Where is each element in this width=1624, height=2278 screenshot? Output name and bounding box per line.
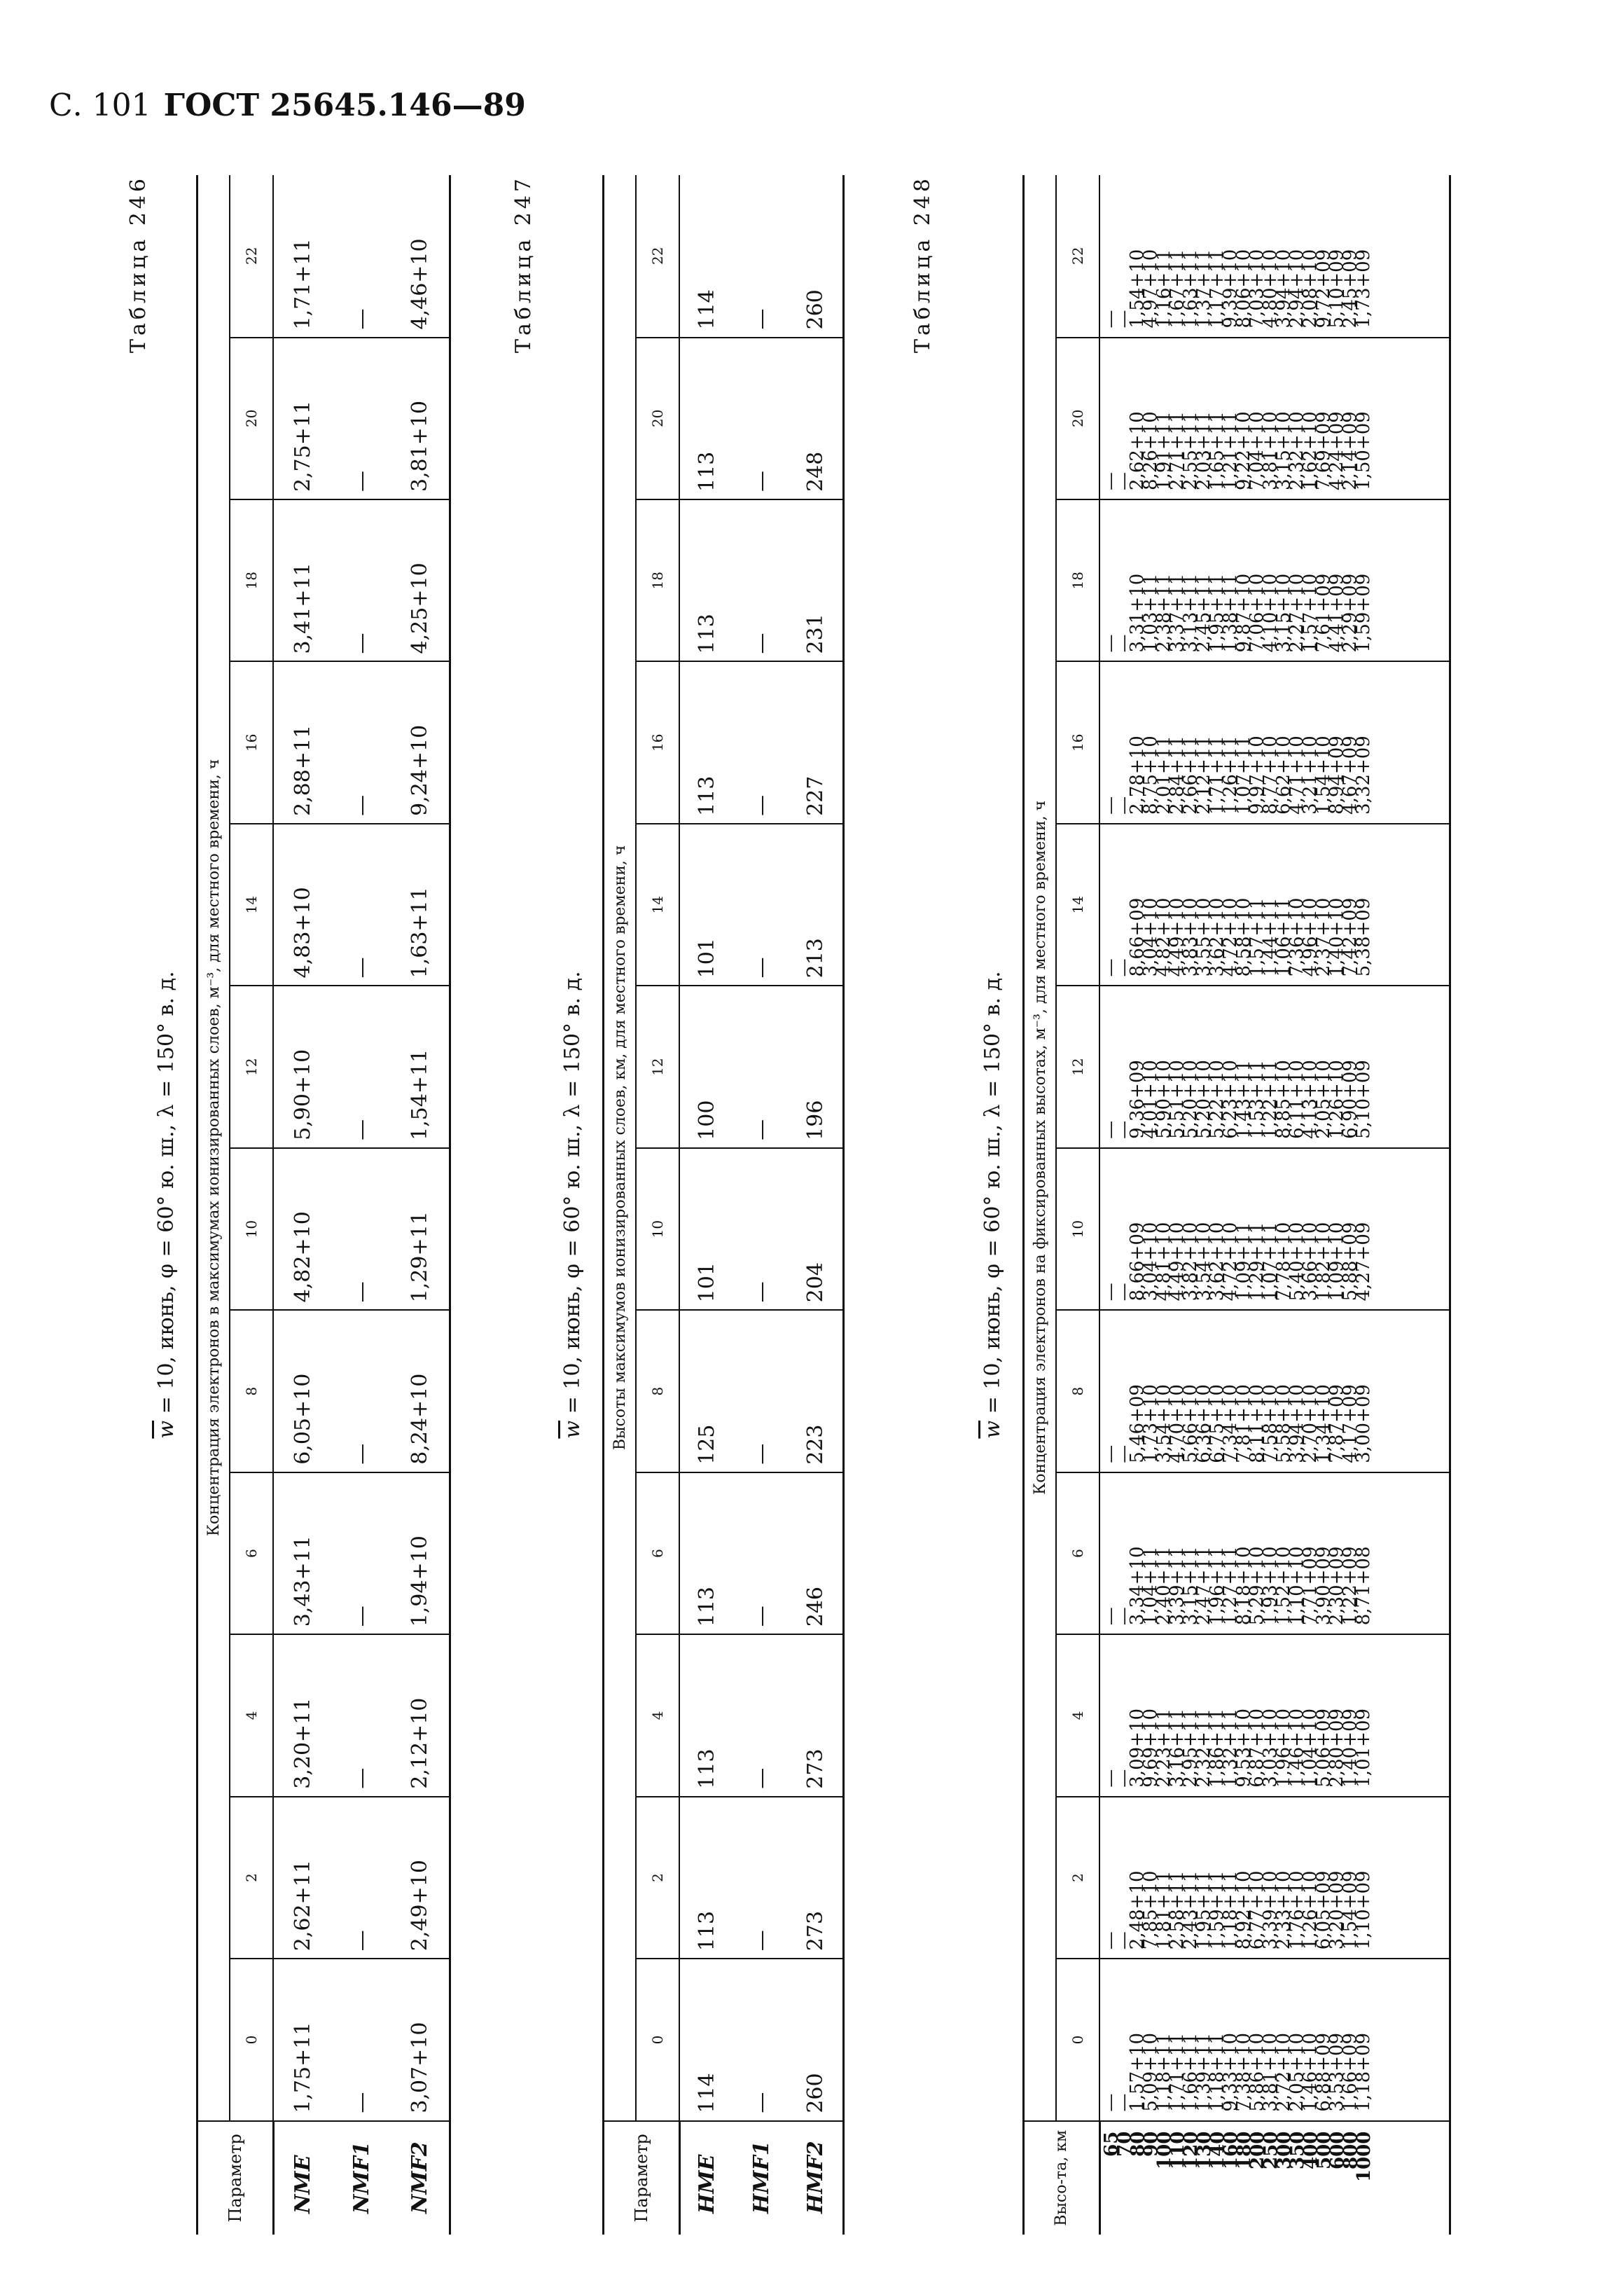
value-cell: 223 <box>789 1310 843 1472</box>
value-cell: 231 <box>789 499 843 661</box>
value-column: — — 3,31+10 1,03+11 2,38+11 3,37+11 3,13+11 2,45+11 1,95+11 1,38+11 9,87+10 7,06+10 4,10+10 3,15+10 2,27+10 1,57+10 7,61+09 4,41+09 2,29+09 1,59+09 <box>1099 499 1450 661</box>
value-cell: 101 <box>679 824 734 986</box>
value-cell: — <box>332 824 391 986</box>
table-246-caption: Таблица 246 <box>126 175 151 353</box>
hour-header: 10 <box>230 1148 273 1310</box>
table-247-caption: Таблица 247 <box>511 175 536 353</box>
value-cell: — <box>332 499 391 661</box>
table-subheader: Высоты максимумов ионизированных слоев, км, для местного времени, ч <box>604 175 637 2121</box>
value-column: — — 2,48+10 7,85+10 1,81+11 2,58+11 2,43+11 1,95+11 1,59+11 1,18+11 8,92+10 6,77+10 3,39+10 2,33+10 1,76+10 1,26+10 6,05+09 3,20+09 1,54+09 1,10+09 <box>1099 1797 1450 1959</box>
value-cell: — <box>749 2092 774 2113</box>
value-column: — — 8,66+09 3,04+10 4,82+10 4,49+10 3,83+10 3,55+10 3,62+10 4,72+10 8,58+10 1,57+11 1,44+11 1,06+11 7,36+10 4,96+10 2,37+10 1,40+10 7,42+09 5,38+09 <box>1099 824 1450 986</box>
height-header: Высо-та, км <box>1024 2121 1100 2235</box>
value-column: — — 9,36+09 4,01+10 5,90+10 5,51+10 5,20+10 5,20+10 5,22+10 6,23+10 1,43+11 1,53+11 1,22+11 8,85+10 6,11+10 4,13+10 2,05+10 1,26+10 6,90+09 5,10+09 <box>1099 986 1450 1147</box>
hour-header: 22 <box>636 175 679 338</box>
hour-header: 14 <box>636 824 679 986</box>
table-row <box>734 175 789 2235</box>
row-label: NME <box>273 2121 332 2235</box>
param-header: Параметр <box>604 2121 680 2235</box>
row-label: NMF1 <box>332 2121 391 2235</box>
hour-header: 6 <box>230 1472 273 1634</box>
value-cell: — <box>734 1797 789 1959</box>
value-column: — — 2,78+10 8,75+10 2,01+11 2,84+11 2,66+11 2,12+11 1,71+11 1,26+11 1,07+11 9,97+10 8,77+10 6,62+10 4,71+10 3,21+10 1,54+10 8,94+09 4,67+09 3,32+09 <box>1099 661 1450 823</box>
value-cell: 6,05+10 <box>273 1310 332 1472</box>
hour-header: 20 <box>636 338 679 499</box>
row-label: HMF2 <box>789 2121 843 2235</box>
value-cell: — <box>332 661 391 823</box>
row-label: HME <box>679 2121 734 2235</box>
value-cell: — <box>332 1797 391 1959</box>
value-cell: — <box>349 2092 374 2113</box>
value-cell: 5,90+10 <box>273 986 332 1147</box>
value-cell: 100 <box>679 986 734 1147</box>
hour-header: 12 <box>1056 986 1099 1147</box>
hour-header: 10 <box>636 1148 679 1310</box>
value-column: — — 5,46+09 1,73+10 3,54+10 4,70+10 5,66+10 6,36+10 6,75+10 7,34+10 7,81+10 8,11+10 7,58+10 5,58+10 3,94+10 2,70+10 1,34+10 7,87+09 4,17+09 3,00+09 <box>1099 1310 1450 1472</box>
param-header: Параметр <box>197 2121 274 2235</box>
value-cell: — <box>734 1310 789 1472</box>
table-row <box>391 175 450 2235</box>
value-column: — — 1,54+10 4,97+10 1,16+11 1,67+11 1,63+11 1,37+11 1,17+11 9,39+10 8,06+10 7,03+10 4,80+10 3,94+10 2,94+10 2,08+10 9,72+09 5,10+09 2,45+09 1,73+09 <box>1099 175 1450 338</box>
value-cell: 1,75+11 <box>291 2022 315 2113</box>
hour-header: 0 <box>1056 1959 1099 2120</box>
hour-header: 10 <box>1056 1148 1099 1310</box>
hour-header: 18 <box>636 499 679 661</box>
hour-header: 4 <box>636 1634 679 1796</box>
hour-header: 6 <box>636 1472 679 1634</box>
value-cell: 204 <box>789 1148 843 1310</box>
value-cell: 246 <box>789 1472 843 1634</box>
value-cell: 227 <box>789 661 843 823</box>
table-subheader: Концентрация электронов в максимумах ионизированных слоев, м⁻³, для местного времени, ч <box>197 175 230 2121</box>
value-cell: 196 <box>789 986 843 1147</box>
value-cell: — <box>734 1634 789 1796</box>
hour-header: 16 <box>230 661 273 823</box>
value-cell: 260 <box>789 175 843 338</box>
value-cell: 2,12+10 <box>391 1634 450 1796</box>
height-column: 65 70 80 90 100 110 120 130 140 160 180 200 250 300 350 400 500 600 800 1000 <box>1099 2121 1450 2235</box>
hour-header: 6 <box>1056 1472 1099 1634</box>
hour-header: 4 <box>1056 1634 1099 1796</box>
table-248-caption: Таблица 248 <box>910 175 935 353</box>
hour-header: 12 <box>636 986 679 1147</box>
hour-header: 12 <box>230 986 273 1147</box>
table-246 <box>196 175 451 2235</box>
value-cell: 2,49+10 <box>391 1797 450 1959</box>
table-248 <box>1022 175 1451 2235</box>
value-cell: 113 <box>679 1797 734 1959</box>
hour-header: 22 <box>1056 175 1099 338</box>
value-cell: — <box>734 986 789 1147</box>
value-cell: 113 <box>679 1634 734 1796</box>
value-cell: 3,43+11 <box>273 1472 332 1634</box>
value-cell: — <box>734 1472 789 1634</box>
value-cell: 9,24+10 <box>391 661 450 823</box>
value-cell: 113 <box>679 499 734 661</box>
value-cell: — <box>734 499 789 661</box>
value-cell: — <box>734 1148 789 1310</box>
hour-header: 0 <box>230 1959 273 2120</box>
hour-header: 2 <box>636 1797 679 1959</box>
value-cell: 248 <box>789 338 843 499</box>
table-247-title: $\overline{w} = 10$, июнь, φ = 60° ю. ш., λ = 150° в. д. <box>560 971 585 1439</box>
value-cell: — <box>332 1472 391 1634</box>
value-cell: 1,54+11 <box>391 986 450 1147</box>
value-cell: 113 <box>679 1472 734 1634</box>
hour-header: 8 <box>230 1310 273 1472</box>
hour-header: 22 <box>230 175 273 338</box>
value-cell: — <box>332 1634 391 1796</box>
value-cell: 4,82+10 <box>273 1148 332 1310</box>
value-cell: — <box>332 338 391 499</box>
value-cell: 2,62+11 <box>273 1797 332 1959</box>
value-cell: 213 <box>789 824 843 986</box>
hour-header: 18 <box>1056 499 1099 661</box>
value-cell: — <box>332 986 391 1147</box>
value-cell: 113 <box>679 661 734 823</box>
value-column: — — 3,34+10 1,04+11 2,40+11 3,39+11 3,15+11 2,47+11 1,96+11 1,27+11 8,18+10 5,29+10 1,93+10 1,52+10 1,10+10 7,71+09 3,90+09 2,30+09 1,22+09 8,71+08 <box>1099 1472 1450 1634</box>
page-header <box>49 88 526 123</box>
value-cell: 113 <box>679 338 734 499</box>
value-cell: — <box>332 1148 391 1310</box>
rotated-content <box>126 175 1541 2235</box>
value-cell: 273 <box>789 1797 843 1959</box>
hour-header: 4 <box>230 1634 273 1796</box>
table-row <box>1099 175 1450 2235</box>
hour-header: 16 <box>636 661 679 823</box>
hour-header: 20 <box>230 338 273 499</box>
value-cell: — <box>734 175 789 338</box>
value-cell: — <box>734 338 789 499</box>
page-number: С. 101 <box>49 88 151 123</box>
value-cell: 2,75+11 <box>273 338 332 499</box>
hour-header: 16 <box>1056 661 1099 823</box>
value-cell: 1,29+11 <box>391 1148 450 1310</box>
value-cell: 114 <box>695 2073 719 2113</box>
row-label: NMF2 <box>391 2121 450 2235</box>
table-row <box>332 175 391 2235</box>
value-column: — — 2,62+10 8,26+10 1,91+11 2,71+11 2,55+11 2,03+11 1,65+11 1,21+11 9,22+10 7,04+10 3,81+10 3,15+10 2,32+10 1,62+10 7,69+09 4,24+09 2,14+09 1,50+09 <box>1099 338 1450 499</box>
table-row <box>273 175 332 2235</box>
value-column: — — 1,57+10 5,09+10 1,18+11 1,71+11 1,66+11 1,39+11 1,18+11 9,33+10 7,38+10 5,86+10 3,81+10 2,72+10 2,05+10 1,46+10 6,88+09 3,53+09 1,66+09 1,18+09 <box>1099 1959 1450 2120</box>
value-cell: 101 <box>679 1148 734 1310</box>
value-cell: 4,25+10 <box>391 499 450 661</box>
value-column: — — 3,09+10 9,69+10 2,23+11 3,16+11 2,95+11 2,32+11 1,86+11 1,32+11 9,53+10 6,87+10 3,03+10 1,96+10 1,46+10 1,04+10 5,06+09 2,80+09 1,40+09 1,01+09 <box>1099 1634 1450 1796</box>
value-cell: 3,81+10 <box>391 338 450 499</box>
table-246-title: $\overline{w} = 10$, июнь, φ = 60° ю. ш., λ = 150° в. д. <box>154 971 179 1439</box>
value-column: — — 8,66+09 3,04+10 4,81+10 4,49+10 3,82+10 3,54+10 3,62+10 4,72+10 1,09+11 1,29+11 1,07+11 7,78+10 5,40+10 3,66+10 1,82+10 1,09+10 5,88+09 4,27+09 <box>1099 1148 1450 1310</box>
value-cell: 2,88+11 <box>273 661 332 823</box>
hour-header: 18 <box>230 499 273 661</box>
value-cell: — <box>734 824 789 986</box>
value-cell: 8,24+10 <box>391 1310 450 1472</box>
hour-header: 14 <box>1056 824 1099 986</box>
hour-header: 2 <box>230 1797 273 1959</box>
value-cell: 1,94+10 <box>391 1472 450 1634</box>
table-248-title: $\overline{w} = 10$, июнь, φ = 60° ю. ш., λ = 150° в. д. <box>980 971 1005 1439</box>
value-cell: 260 <box>789 1959 843 2120</box>
hour-header: 8 <box>636 1310 679 1472</box>
hour-header: 2 <box>1056 1797 1099 1959</box>
value-cell: — <box>332 175 391 338</box>
value-cell: 114 <box>679 175 734 338</box>
table-247 <box>602 175 845 2235</box>
value-cell: 125 <box>679 1310 734 1472</box>
table-row <box>679 175 734 2235</box>
value-cell: 3,41+11 <box>273 499 332 661</box>
value-cell: 1,71+11 <box>273 175 332 338</box>
value-cell: — <box>332 1310 391 1472</box>
value-cell: — <box>734 661 789 823</box>
table-row <box>789 175 843 2235</box>
value-cell: 1,63+11 <box>391 824 450 986</box>
value-cell: 273 <box>789 1634 843 1796</box>
value-cell: 3,20+11 <box>273 1634 332 1796</box>
hour-header: 14 <box>230 824 273 986</box>
hour-header: 0 <box>636 1959 679 2120</box>
gost-number: ГОСТ 25645.146—89 <box>163 88 526 123</box>
hour-header: 8 <box>1056 1310 1099 1472</box>
value-cell: 4,83+10 <box>273 824 332 986</box>
row-label: HMF1 <box>734 2121 789 2235</box>
table-subheader: Концентрация электронов на фиксированных высотах, м⁻³, для местного времени, ч <box>1024 175 1057 2121</box>
hour-header: 20 <box>1056 338 1099 499</box>
value-cell: 4,46+10 <box>391 175 450 338</box>
value-cell: 3,07+10 <box>391 1959 450 2120</box>
